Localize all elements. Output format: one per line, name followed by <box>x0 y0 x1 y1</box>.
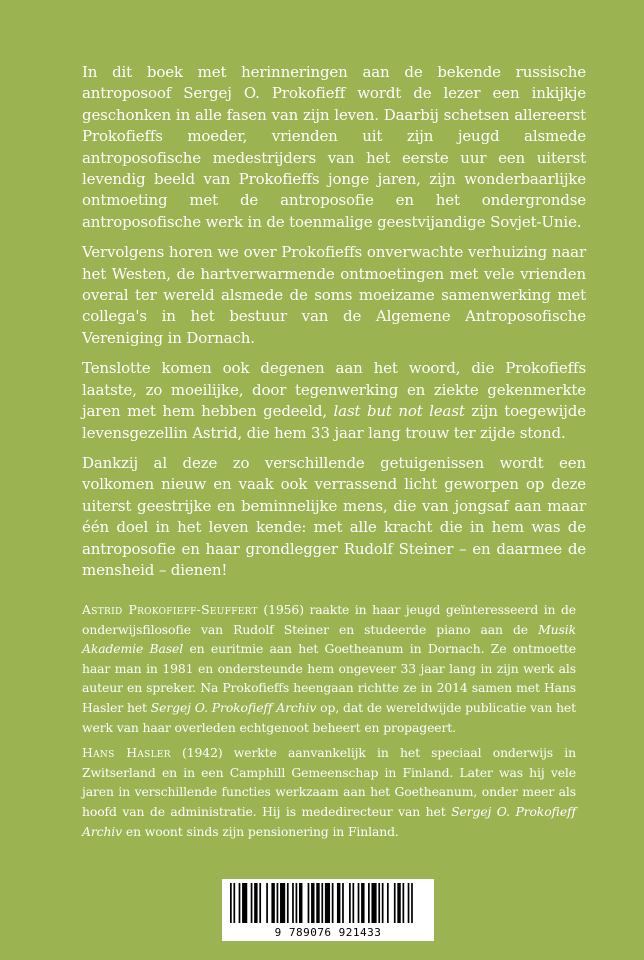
barcode-bar <box>280 883 285 923</box>
barcode-bar <box>239 883 241 923</box>
barcode-bar <box>397 883 400 923</box>
blurb-paragraph-3 <box>82 358 586 444</box>
blurb-paragraph-4: Dankzij al deze zo verschillende getuigenissen wordt een volkomen nieuw en vaak ook verrassend licht geworpen op deze uiterst geestrijke en beminnelijke mens, die van jongsaf aan maar één doel in het leven kende: met alle kracht die in hem was de antroposofie en haar grondlegger Rudolf Steiner – en daarmee de mensheid – dienen! <box>82 453 586 579</box>
bio-hans-text-b: en woont sinds zijn pensionering in Finland. <box>122 823 399 839</box>
bio-hans <box>82 743 576 841</box>
barcode-bar <box>371 883 376 923</box>
bio-hans-text-a: (1942) werkte aanvankelijk in het speciaal onderwijs in Zwitserland en in een Camphill Gemeenschap in Finland. Later was hij vele jaren in verschillende functies werkzaam aan het Goetheanum, onder meer als hoofd van de administratie. Hij is mededirecteur van het <box>82 745 576 819</box>
barcode-bar <box>308 883 310 923</box>
barcode-bar <box>299 883 302 923</box>
barcode-bar <box>352 883 354 923</box>
blurb-paragraph-3-text-a: Tenslotte komen ook degenen aan het woord, die Prokofieffs laatste, zo moeilijke, door tegenwerking en ziekte gekenmerkte jaren met hem hebben gedeeld, <box>82 359 586 421</box>
barcode-bar <box>296 883 298 923</box>
bio-astrid-italic-1: Musik Akademie Basel <box>82 621 576 657</box>
bio-hans-italic: Sergej O. Prokofieff Archiv <box>82 803 576 839</box>
barcode-bar <box>325 883 330 923</box>
blurb-paragraph-3-italic: last but not least <box>333 402 465 421</box>
bio-astrid-name: Astrid Prokofieff-Seuffert <box>82 602 258 617</box>
barcode-bar <box>277 883 279 923</box>
barcode-bar <box>287 883 289 923</box>
barcode-bar <box>411 883 413 923</box>
barcode-bar <box>292 883 294 923</box>
barcode-bar <box>378 883 380 923</box>
barcode-bar <box>358 883 360 923</box>
bio-astrid-text-a: (1956) raakte in haar jeugd geïnteresseerd in de onderwijsfilosofie van Rudolf Steiner en studeerde piano aan de <box>82 602 576 637</box>
bio-astrid-italic-2: Sergej O. Prokofieff Archiv <box>150 699 317 715</box>
barcode <box>222 879 434 941</box>
barcode-bar <box>271 883 274 923</box>
barcode-bar <box>259 883 261 923</box>
barcode-bar <box>337 883 340 923</box>
barcode-bar <box>230 883 232 923</box>
author-bios <box>82 600 576 847</box>
barcode-bar <box>254 883 257 923</box>
barcode-bar <box>349 883 351 923</box>
blurb-paragraph-3-text-b: zijn toegewijde levensgezellin Astrid, die hem 33 jaar lang trouw ter zijde stond. <box>82 402 586 442</box>
barcode-bar <box>311 883 314 923</box>
blurb-paragraph-2: Vervolgens horen we over Prokofieffs onverwachte verhuizing naar het Westen, de hartverwarmende ontmoetingen met vele vrienden overal ter wereld alsmede de soms moeizame samenwerking met collega's in het bestuur van de Algemene Antroposofische Vereniging in Dornach. <box>82 243 586 347</box>
barcode-bar <box>382 883 384 923</box>
barcode-bar <box>233 883 235 923</box>
bio-astrid-text-c: op, dat de wereldwijde publicatie van het werk van haar overleden echtgenoot beheert en propageert. <box>82 699 576 735</box>
blurb-paragraph-1: In dit boek met herinneringen aan de bekende russische antroposoof Sergej O. Prokofieff wordt de lezer een inkijkje geschonken in alle fasen van zijn leven. Daarbij schetsen allereerst Prokofieffs moeder, vrienden uit zijn jeugd alsmede antroposofische medestrijders van het eerste uur een uiterst levendig beeld van Prokofieffs jonge jaren, zijn wonderbaarlijke ontmoeting met de antroposofie en het ondergrondse antroposofische werk in de toenmalige geestvijandige Sovjet-Unie. <box>82 63 586 231</box>
barcode-bar <box>251 883 253 923</box>
barcode-bar <box>361 883 364 923</box>
bio-hans-name: Hans Hasler <box>82 745 171 761</box>
barcode-bar <box>321 883 323 923</box>
barcode-bar <box>342 883 344 923</box>
barcode-bar <box>387 883 389 923</box>
bio-astrid <box>82 600 576 737</box>
barcode-bar <box>332 883 334 923</box>
back-cover-blurb <box>82 62 586 590</box>
barcode-bar <box>242 883 247 923</box>
barcode-bar <box>408 883 410 923</box>
barcode-digits: 9 789076 921433 <box>274 926 382 939</box>
bio-astrid-text-b: en euritmie aan het Goetheanum in Dornach. Ze ontmoette haar man in 1981 en ondersteunde hem ongeveer 33 jaar lang in zijn werk als auteur en spreker. Na Prokofieffs heengaan richtte ze in 2014 samen met Hans Hasler het <box>82 641 577 715</box>
barcode-bar <box>316 883 319 923</box>
barcode-bar <box>394 883 396 923</box>
barcode-icon <box>222 879 434 927</box>
barcode-bar <box>368 883 370 923</box>
barcode-bar <box>266 883 268 923</box>
barcode-bar <box>403 883 405 923</box>
